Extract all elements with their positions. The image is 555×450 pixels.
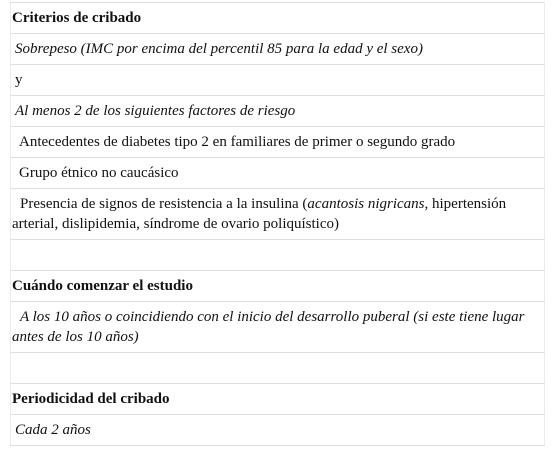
table-row <box>11 34 545 65</box>
risk-factor-insulin-resistance <box>11 189 545 240</box>
table-row <box>11 96 545 127</box>
blank-cell <box>11 353 545 384</box>
table-row <box>11 65 545 96</box>
table-row <box>11 127 545 158</box>
table-row <box>11 271 545 302</box>
conjunction-text: y <box>11 65 545 96</box>
table-row <box>11 353 545 384</box>
table-row <box>11 302 545 353</box>
table-row <box>11 189 545 240</box>
insulin-resistance-suffix: , hipertensión arterial, dislipidemia, síndrome de ovario poliquístico) <box>12 196 507 232</box>
table-row <box>11 415 545 446</box>
table-row <box>11 158 545 189</box>
screening-criteria-table <box>10 2 545 446</box>
overweight-criterion: Sobrepeso (IMC por encima del percentil 85 para la edad y el sexo) <box>11 34 545 65</box>
screening-frequency-heading: Periodicidad del cribado <box>11 384 545 415</box>
insulin-resistance-prefix: Presencia de signos de resistencia a la insulina ( <box>20 196 308 212</box>
table-row <box>11 240 545 271</box>
start-study-text: A los 10 años o coincidiendo con el inicio del desarrollo puberal (si este tiene lugar antes de los 10 años) <box>11 302 545 353</box>
screening-criteria-heading: Criterios de cribado <box>11 3 545 34</box>
risk-factors-intro: Al menos 2 de los siguientes factores de riesgo <box>11 96 545 127</box>
table-row <box>11 384 545 415</box>
table-row <box>11 3 545 34</box>
risk-factor-ethnicity: Grupo étnico no caucásico <box>11 158 545 189</box>
acanthosis-term: acantosis nigricans <box>307 196 425 212</box>
blank-cell <box>11 240 545 271</box>
start-study-heading: Cuándo comenzar el estudio <box>11 271 545 302</box>
screening-frequency-text: Cada 2 años <box>11 415 545 446</box>
risk-factor-family-history: Antecedentes de diabetes tipo 2 en familiares de primer o segundo grado <box>11 127 545 158</box>
